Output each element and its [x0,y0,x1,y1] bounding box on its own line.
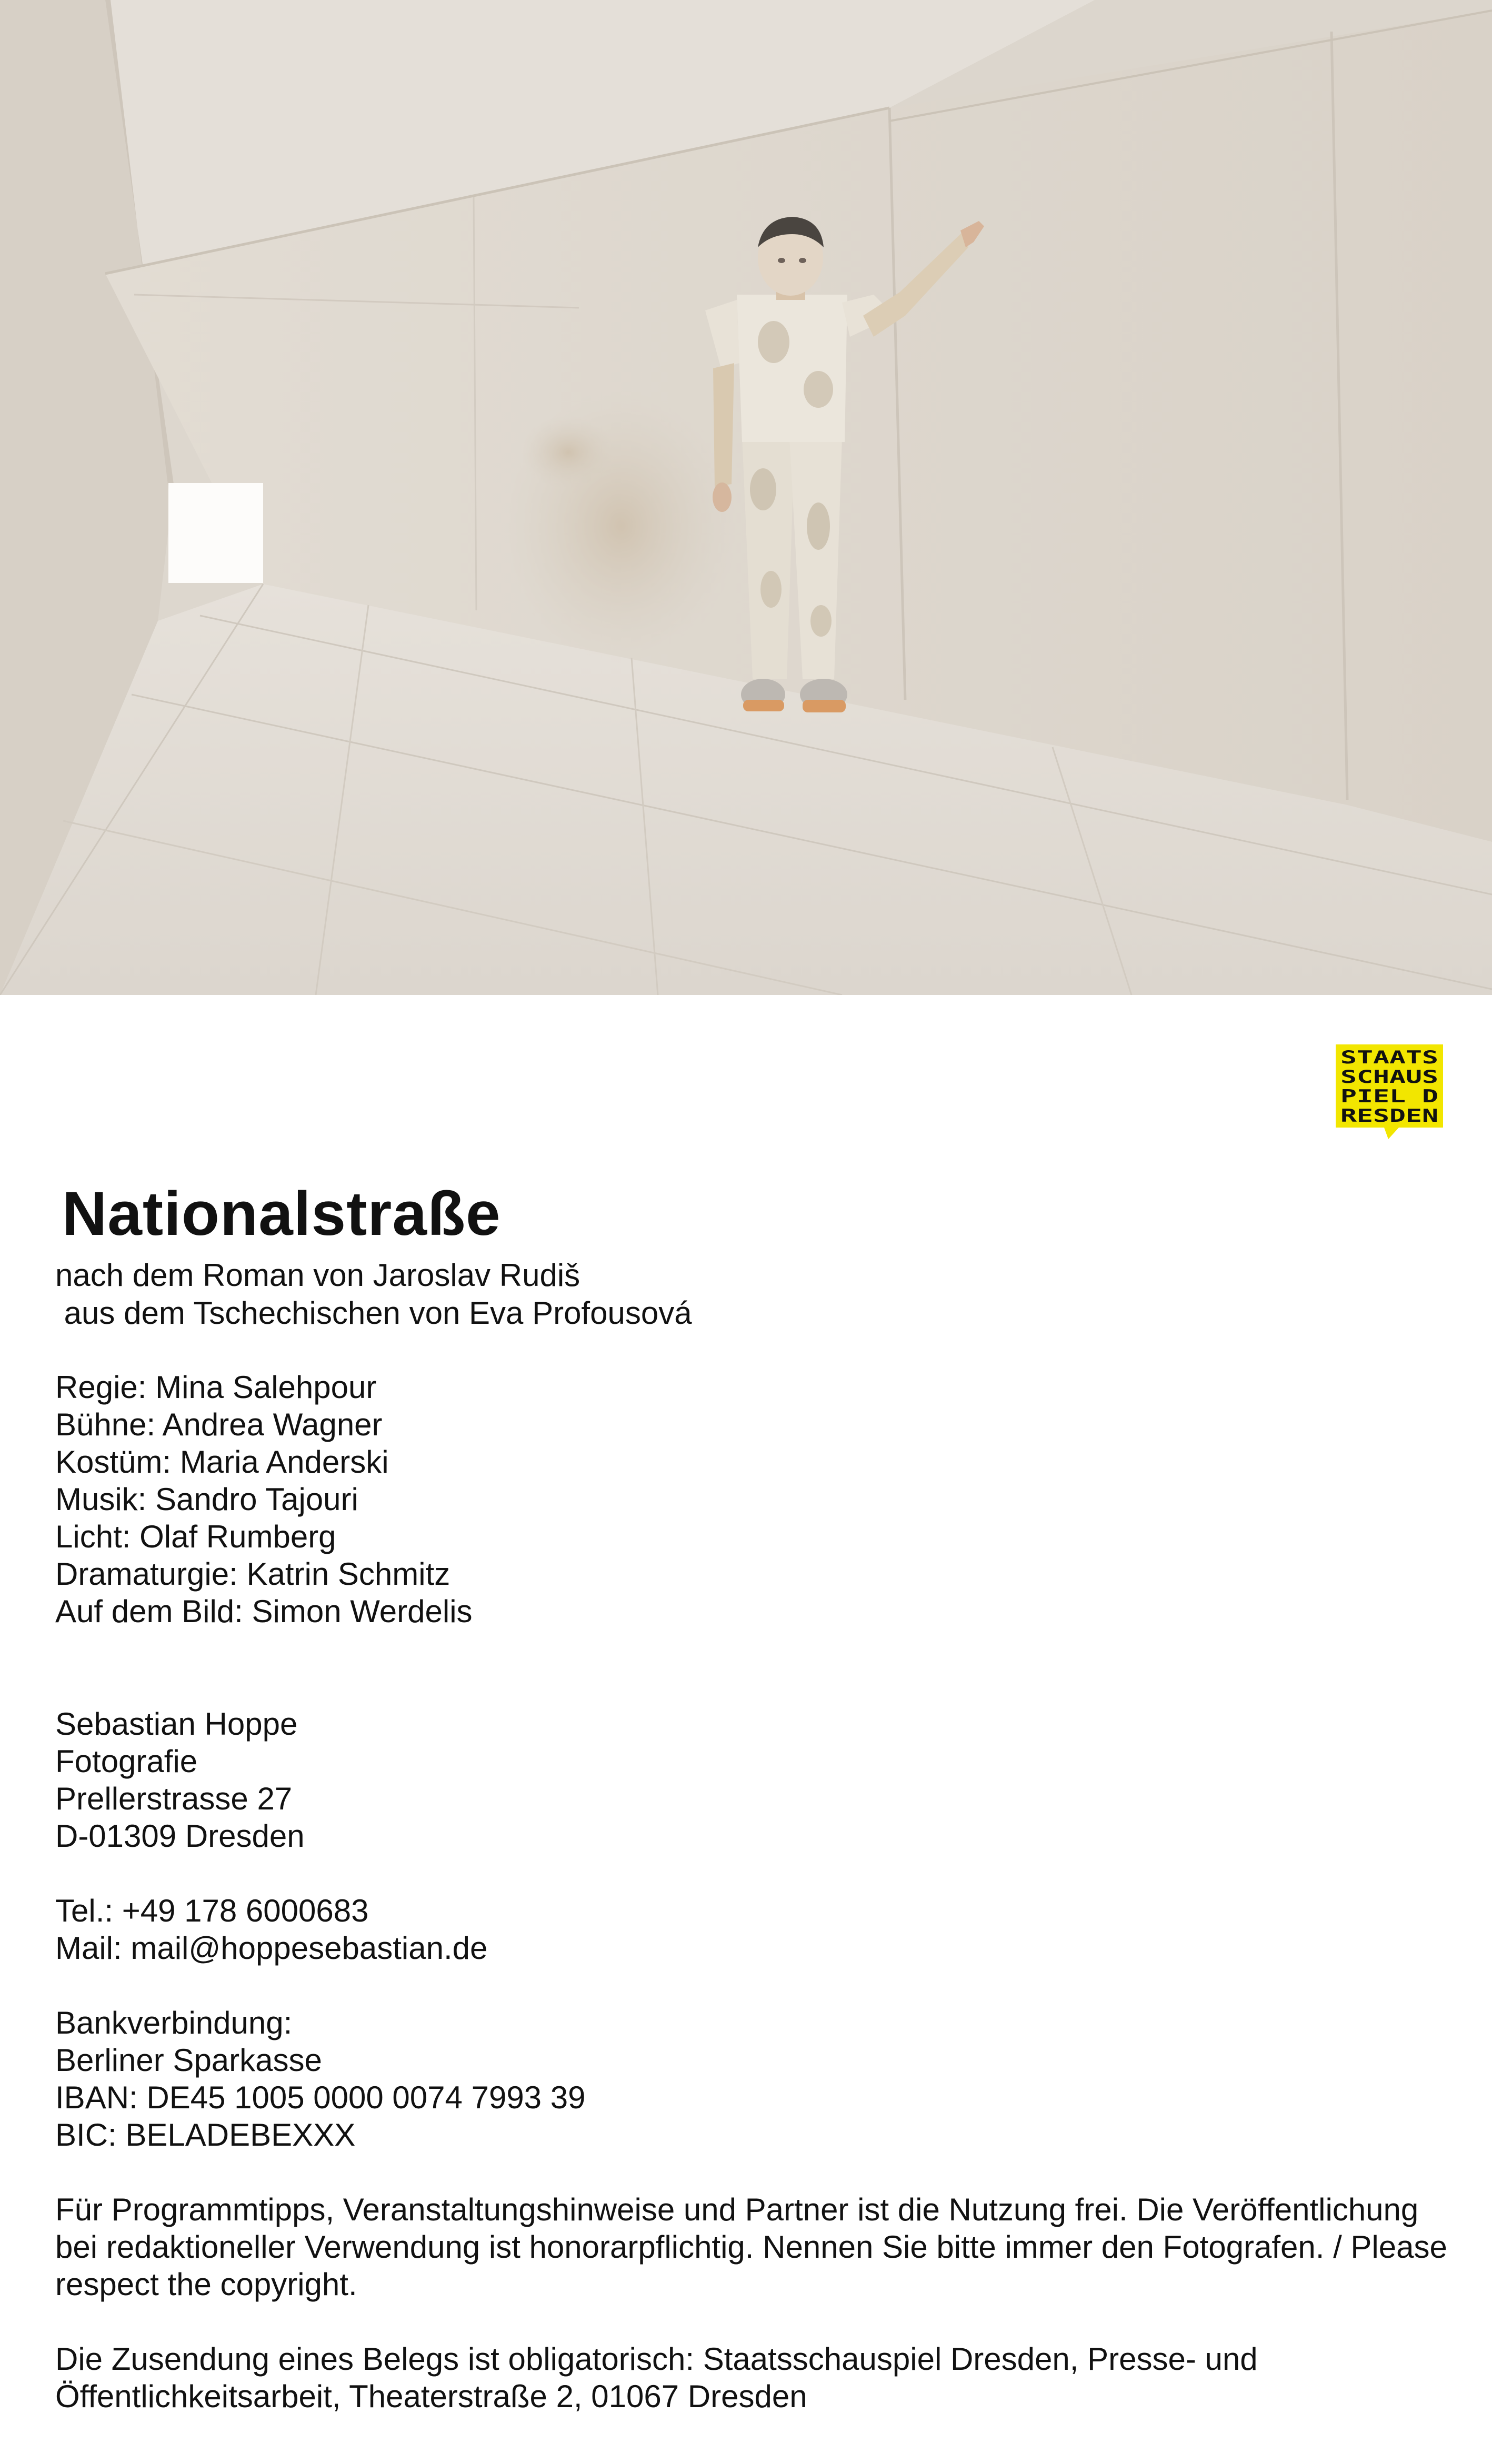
logo-text-line: STAATS [1340,1047,1438,1068]
credits-list [55,1369,473,1630]
address-line: Fotografie [55,1744,198,1779]
page-title: Nationalstraße [62,1179,501,1249]
credit-line: Kostüm: Maria Anderski [55,1444,389,1480]
subtitle-line: nach dem Roman von Jaroslav Rudiš [55,1258,580,1293]
address-line: D-01309 Dresden [55,1818,305,1854]
logo-text-line: PIEL D [1340,1086,1438,1107]
bank-line: Bankverbindung: [55,2005,293,2040]
phone-line: Tel.: +49 178 6000683 [55,1893,369,1928]
credit-line: Bühne: Andrea Wagner [55,1407,383,1442]
staatsschauspiel-logo [1336,1044,1443,1139]
bank-line: IBAN: DE45 1005 0000 0074 7993 39 [55,2080,586,2115]
credit-line: Auf dem Bild: Simon Werdelis [55,1594,473,1629]
credit-line: Musik: Sandro Tajouri [55,1482,358,1517]
credit-line: Dramaturgie: Katrin Schmitz [55,1556,450,1592]
bank-line: Berliner Sparkasse [55,2043,322,2078]
subtitle [55,1256,692,1332]
contact-info [55,1892,487,1967]
mail-line: Mail: mail@hoppesebastian.de [55,1930,488,1966]
photographer-address [55,1705,305,1855]
subtitle-line: aus dem Tschechischen von Eva Profousová [55,1295,692,1331]
proof-notice: Die Zusendung eines Belegs ist obligatorisch: Staatsschauspiel Dresden, Presse- und Öffentlichkeitsarbeit, Theaterstraße 2, 01067 Dresden [55,2341,1258,2414]
usage-notice: Für Programmtipps, Veranstaltungshinweise und Partner ist die Nutzung frei. Die Veröffentlichung bei redaktioneller Verwendung ist honorarpflichtig. Nennen Sie bitte immer den Fotografen. / Please respect the copyright. [55,2192,1447,2302]
bank-details [55,2004,585,2154]
credit-line: Licht: Olaf Rumberg [55,1519,336,1554]
credit-line: Regie: Mina Salehpour [55,1370,377,1405]
logo-text-line: SCHAUS [1340,1067,1438,1088]
stage-photo [0,0,1492,995]
logo-text-line: RESDEN [1340,1105,1438,1127]
address-line: Sebastian Hoppe [55,1706,298,1742]
bank-line: BIC: BELADEBEXXX [55,2117,356,2153]
address-line: Prellerstrasse 27 [55,1781,293,1816]
